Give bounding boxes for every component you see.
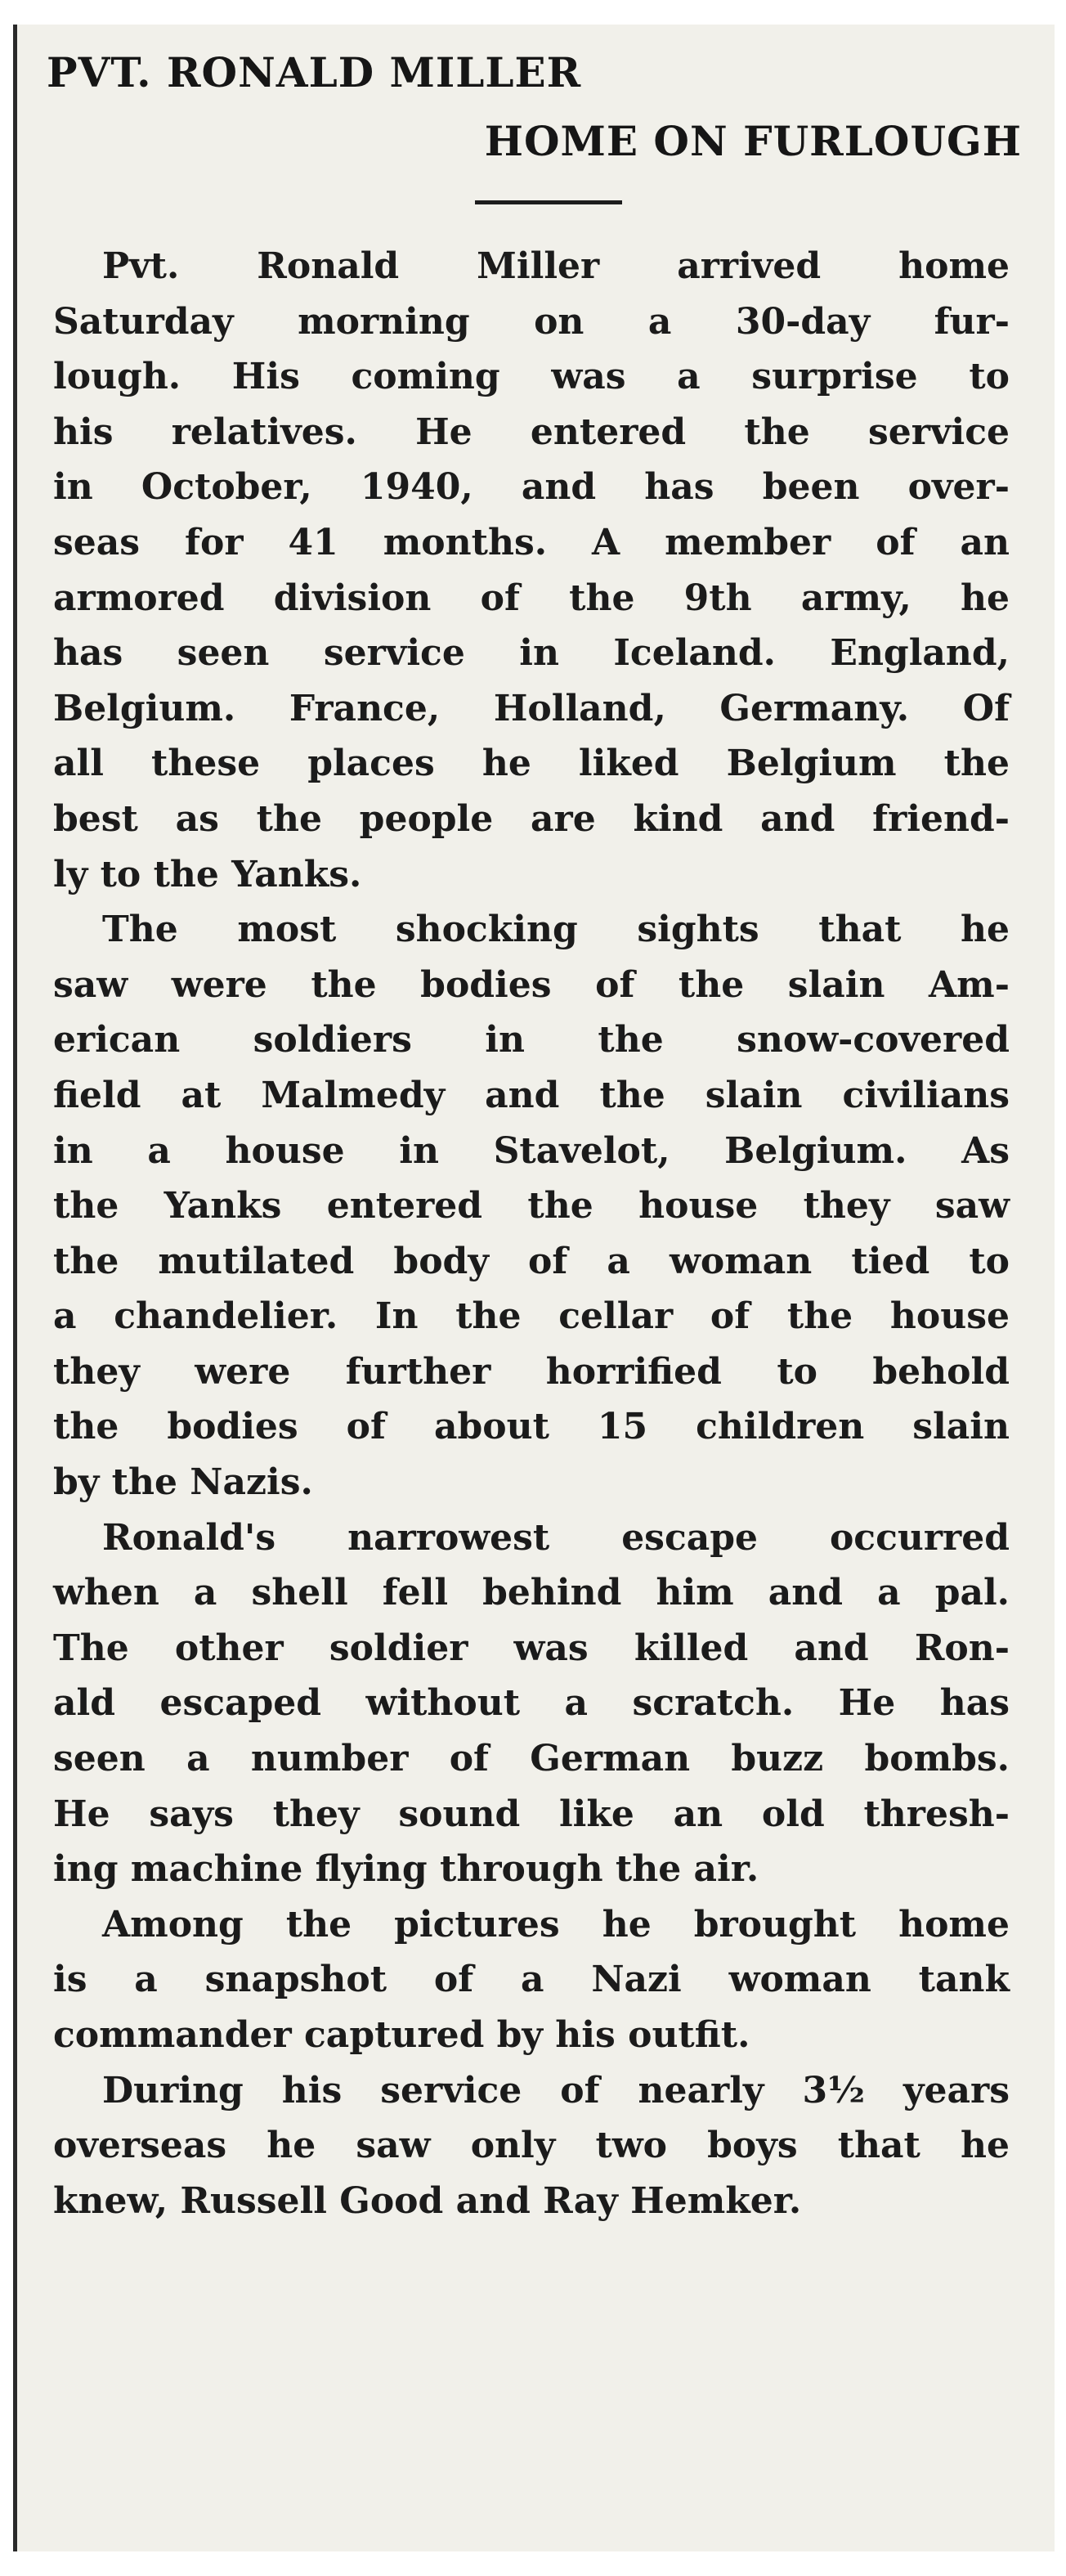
text-line: best as the people are kind and friend- — [53, 797, 1010, 840]
text-line: ald escaped without a scratch. He has — [53, 1682, 1010, 1725]
text-line: in a house in Stavelot, Belgium. As — [53, 1129, 1010, 1172]
text-line: Pvt. Ronald Miller arrived home — [102, 245, 1010, 287]
article-body — [53, 239, 1010, 2228]
text-line: Belgium. France, Holland, Germany. Of — [53, 687, 1010, 729]
text-line: ly to the Yanks. — [53, 853, 362, 895]
text-line: a chandelier. In the cellar of the house — [53, 1295, 1010, 1338]
text-line: erican soldiers in the snow-covered — [53, 1019, 1010, 1061]
text-line: Saturday morning on a 30-day fur- — [53, 300, 1010, 343]
text-line: the Yanks entered the house they saw — [53, 1185, 1010, 1227]
headline-line-1: PVT. RONALD MILLER — [47, 48, 582, 96]
text-line: The other soldier was killed and Ron- — [53, 1627, 1010, 1669]
text-line: lough. His coming was a surprise to — [53, 356, 1010, 398]
headline-line-2: HOME ON FURLOUGH — [484, 117, 1022, 165]
text-line: saw were the bodies of the slain Am- — [53, 963, 1010, 1006]
text-line: all these places he liked Belgium the — [53, 743, 1010, 785]
text-line: has seen service in Iceland. England, — [53, 632, 1010, 675]
text-line: is a snapshot of a Nazi woman tank — [53, 1959, 1010, 2001]
text-line: ing machine flying through the air. — [53, 1848, 759, 1891]
text-line: knew, Russell Good and Ray Hemker. — [53, 2179, 802, 2222]
text-line: the mutilated body of a woman tied to — [53, 1240, 1010, 1282]
text-line: seen a number of German buzz bombs. — [53, 1738, 1010, 1780]
text-line: the bodies of about 15 children slain — [53, 1406, 1010, 1448]
text-line: his relatives. He entered the service — [53, 411, 1010, 453]
text-line: He says they sound like an old thresh- — [53, 1793, 1010, 1835]
text-line: Among the pictures he brought home — [102, 1903, 1010, 1945]
text-line: armored division of the 9th army, he — [53, 577, 1010, 619]
text-line: they were further horrified to behold — [53, 1350, 1010, 1393]
newspaper-clipping — [13, 25, 1055, 2551]
text-line: overseas he saw only two boys that he — [53, 2125, 1010, 2167]
text-line: commander captured by his outfit. — [53, 2014, 750, 2056]
text-line: when a shell fell behind him and a pal. — [53, 1572, 1010, 1614]
text-line: Ronald's narrowest escape occurred — [102, 1516, 1010, 1559]
text-line: The most shocking sights that he — [102, 909, 1010, 951]
text-line: seas for 41 months. A member of an — [53, 521, 1010, 563]
headline-divider — [475, 200, 622, 204]
text-line: During his service of nearly 3½ years — [102, 2069, 1010, 2112]
text-line: in October, 1940, and has been over- — [53, 466, 1010, 509]
text-line: field at Malmedy and the slain civilians — [53, 1074, 1010, 1116]
text-line: by the Nazis. — [53, 1461, 313, 1504]
